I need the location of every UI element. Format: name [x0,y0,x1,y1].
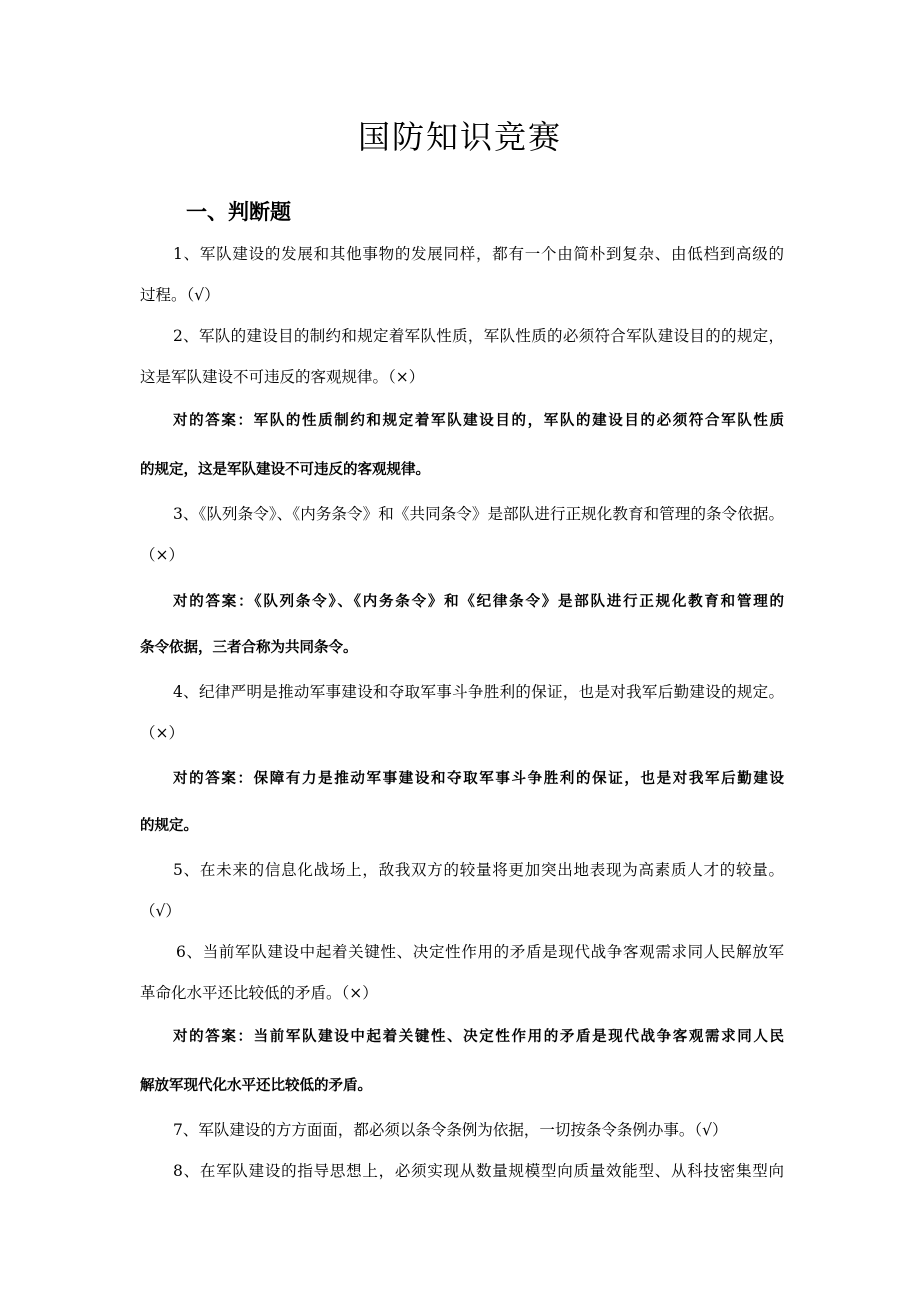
section-heading: 一、判断题 [186,200,291,224]
question-2-line-2: 这是军队建设不可违反的客观规律。（×） [140,368,425,386]
question-5-line-2: （√） [140,902,181,920]
answer-2-line-1: 对的答案：军队的性质制约和规定着军队建设目的，军队的建设目的必须符合军队性质 [173,413,784,429]
question-3-line-2: （×） [140,546,184,564]
answer-4-line-1: 对的答案：保障有力是推动军事建设和夺取军事斗争胜利的保证，也是对我军后勤建设 [173,771,784,787]
answer-3-line-1: 对的答案：《队列条令》、《内务条令》和《纪律条令》是部队进行正规化教育和管理的 [173,594,784,610]
question-6-line-2: 革命化水平还比较低的矛盾。（×） [140,984,378,1002]
question-3-line-1: 3、《队列条令》、《内务条令》和《共同条令》是部队进行正规化教育和管理的条令依据。 [173,505,784,523]
question-8-line-1: 8、在军队建设的指导思想上，必须实现从数量规模型向质量效能型、从科技密集型向 [173,1162,784,1180]
question-1-line-1: 1、军队建设的发展和其他事物的发展同样，都有一个由简朴到复杂、由低档到高级的 [173,245,784,263]
answer-4-line-2: 的规定。 [140,818,198,834]
question-2-line-1: 2、军队的建设目的制约和规定着军队性质，军队性质的必须符合军队建设目的的规定， [173,327,784,345]
document-title: 国防知识竞赛 [357,118,562,156]
question-5-line-1: 5、在未来的信息化战场上，敌我双方的较量将更加突出地表现为高素质人才的较量。 [173,861,784,879]
answer-6-line-1: 对的答案：当前军队建设中起着关键性、决定性作用的矛盾是现代战争客观需求同人民 [173,1029,784,1045]
question-7-line-1: 7、军队建设的方方面面，都必须以条令条例为依据，一切按条令条例办事。（√） [173,1121,728,1139]
answer-2-line-2: 的规定，这是军队建设不可违反的客观规律。 [140,462,430,478]
question-1-line-2: 过程。（√） [140,286,220,304]
question-4-line-2: （×） [140,724,184,742]
answer-3-line-2: 条令依据，三者合称为共同条令。 [140,640,358,656]
answer-6-line-2: 解放军现代化水平还比较低的矛盾。 [140,1078,372,1094]
question-4-line-1: 4、纪律严明是推动军事建设和夺取军事斗争胜利的保证，也是对我军后勤建设的规定。 [173,683,784,701]
question-6-line-1: 6、当前军队建设中起着关键性、决定性作用的矛盾是现代战争客观需求同人民解放军 [176,943,784,961]
